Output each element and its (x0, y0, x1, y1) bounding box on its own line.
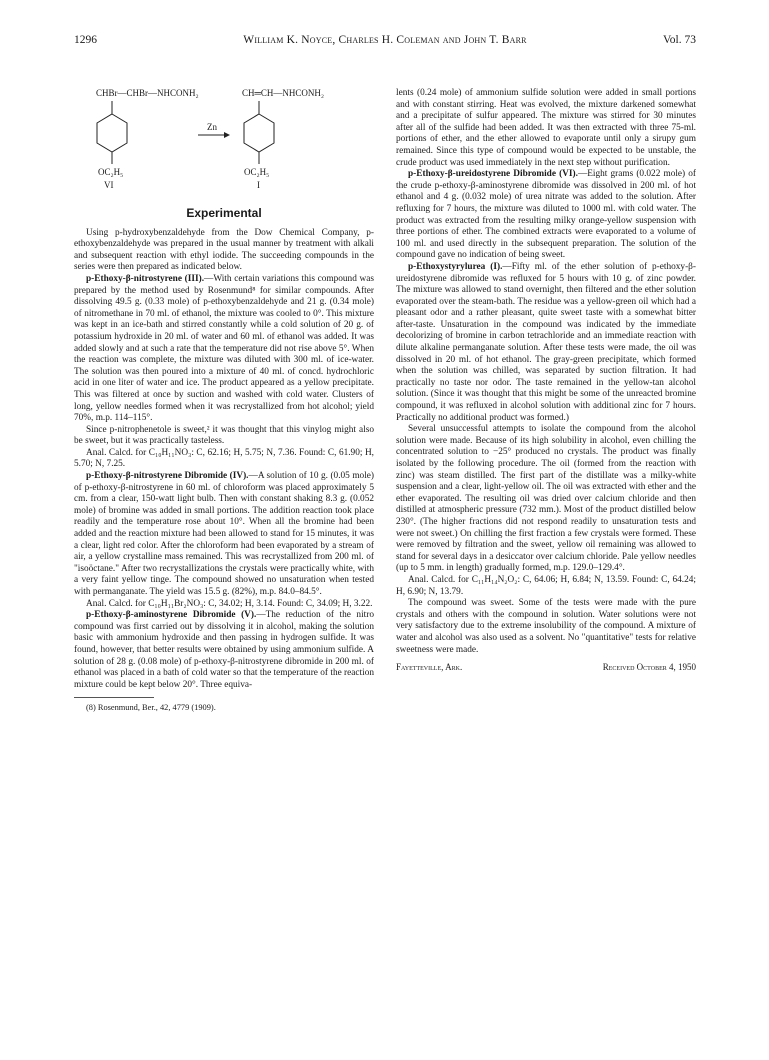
affiliation-city: Fayetteville, Ark. (396, 662, 463, 673)
right-substituent: OC₂H₅ (244, 167, 270, 177)
compound-label-vi: VI (104, 180, 114, 190)
analysis-paragraph: Anal. Calcd. for C₁₁H₁₄N₂O₂: C, 64.06; H, 6.84; N, 13.59. Found: C, 64.24; H, 6.90; N, 13.79. (396, 574, 696, 597)
compound-heading: p-Ethoxystyrylurea (I). (408, 261, 503, 272)
paragraph-text: —With certain variations this compound was prepared by the method used by Rosenmund⁸ for similar compounds. After dissolving 49.5 g. (0.33 mole) of p-ethoxybenzaldehyde and 21 g. (0.34 mole) of nitromethane in 70 ml. of ethanol, the mixture was cooled to 0°. This mixture was kept in an ice-bath and stirred constantly while a cold solution of 20 g. of potassium hydroxide in 20 ml. of water and 60 ml. of ethanol was added. It was added slowly and at such a rate that the temperature did not rise above 5°. When the reaction was complete, the mixture was diluted with 300 ml. of ice-water. The solution was then poured into a mixture of 40 ml. of concd. hydrochloric acid in one liter of water and ice. The product appeared as a yellow precipitate. This was filtered at once by suction and washed with cold water. Clusters of long, yellow needles formed when it was recrystallized from hot alcohol; yield 70%, m.p. 114–115°. (74, 273, 374, 424)
paragraph (396, 169, 696, 262)
reagent-label: Zn (207, 122, 217, 132)
analysis-paragraph: Anal. Calcd. for C₁₀H₁₁NO₃: C, 62.16; H, 5.75; N, 7.36. Found: C, 61.90; H, 5.70; N, 7.25. (74, 447, 374, 470)
analysis-paragraph: Anal. Calcd. for C₁₀H₁₁Br₂NO₃: C, 34.02; H, 3.14. Found: C, 34.09; H, 3.22. (86, 598, 373, 609)
left-column (74, 88, 374, 714)
structure-drawing (74, 88, 374, 200)
left-side-chain: CHBr—CHBr—NHCONH₂ (96, 88, 199, 98)
paragraph (74, 610, 374, 691)
compound-heading: p-Ethoxy-β-nitrostyrene (III). (86, 273, 205, 284)
signoff (396, 662, 696, 676)
compound-heading: p-Ethoxy-β-nitrostyrene Dibromide (IV). (86, 471, 249, 482)
left-substituent: OC₂H₅ (98, 167, 124, 177)
footnote: (8) Rosenmund, Ber., 42, 4779 (1909). (86, 703, 216, 713)
right-column (396, 88, 696, 676)
paragraph (74, 274, 374, 425)
right-side-chain: CH═CH—NHCONH₂ (242, 88, 325, 98)
section-heading: Experimental (186, 206, 262, 220)
paragraph-text: —Fifty ml. of the ether solution of p-ethoxy-β-ureidostyrene dibromide was refluxed for 5 hours with 10 g. of zinc powder. The mixture was allowed to stand overnight, then filtered and the ether solution evaporated over the steam-bath. The residue was a yellow-green oil which had a pleasant odor and a rather pleasant, quite sweet taste with a somewhat bitter after-taste. Unsaturation in the compound was indicated by the immediate decolorizing of bromine in carbon tetrachloride and an immediate reaction with dilute alkaline permanganate solution. After these tests were made, the oil was dissolved in 20 ml. of hot ethanol. The gray-green precipitate, which formed when the solution was chilled, was separated by suction filtration. It had practically no taste nor odor. The taste remained in the yellow-tan alcohol solution. (Since it was thought that this might be some of the unreacted bromine compound, it was refluxed in alcohol solution with additional zinc for 7 hours. Practically no additional product was formed.) (396, 261, 696, 423)
paragraph: The compound was sweet. Some of the tests were made with the pure crystals and others with the compound in solution. Water solutions were not very satisfactory due to the extreme insolubility of the compound. A mixture of water and alcohol was also used as a solvent. No "quantitative" tests for relative sweetness were made. (396, 598, 696, 655)
paragraph: lents (0.24 mole) of ammonium sulfide solution were added in small portions and with constant stirring. Heat was evolved, the mixture darkened somewhat and a precipitate of sulfur appeared. The mixture was stirred for 30 minutes after all of the sulfide had been added. It was then extracted with three 75-ml. portions of ether, and the ether allowed to evaporate until only a sirupy gum remained. Since this type of compound would be expected to be unstable, the crude product was used immediately in the next step without purification. (396, 88, 696, 168)
compound-heading: p-Ethoxy-β-aminostyrene Dibromide (V). (86, 610, 257, 621)
compound-label-i: I (257, 180, 260, 190)
paragraph: Several unsuccessful attempts to isolate the compound from the alcohol solution were made. Because of its high solubility in alcohol, even chilling the concentrated solution to −25° produced no crystals. The product was finally isolated by the following procedure. The oil (formed from the reaction with zinc) was steam distilled. The first part of the distillate was a milky-white suspension and a clear, light-yellow oil. The oil was extracted with ether and the ether evaporated. The resulting oil was dried over calcium chloride and then distilled at atmospheric pressure (732 mm.). Most of the product distilled below 230°. (The higher fractions did not respond readily to unsaturation tests and were not sweet.) On chilling the first fraction a few crystals were formed. These were removed by filtration and the sweet, yellow oil remaining was allowed to stand for several days in a desiccator over calcium chloride. Pale yellow needles (up to 5 mm. in length) gradually formed, m.p. 129.0–129.4°. (396, 424, 696, 574)
running-authors: William K. Noyce, Charles H. Coleman and John T. Barr (243, 34, 527, 46)
paragraph (396, 262, 696, 424)
paragraph-text: —Eight grams (0.022 mole) of the crude p-ethoxy-β-aminostyrene dibromide was dissolved in 200 ml. of hot ethanol and 4 g. (0.032 mole) of urea nitrate was added to the solution. After refluxing for 7 hours, the mixture was diluted to 1000 ml. with cold water. The product was extracted from the resulting milky orange-yellow suspension with three portions of ether. The combined extracts were evaporated to a volume of 100 ml. and used directly in the subsequent preparation. The solution of the compound gave no indication of being sweet. (396, 169, 696, 261)
page-number: 1296 (74, 34, 97, 46)
volume-label: Vol. 73 (662, 34, 696, 46)
paragraph: Using p-hydroxybenzaldehyde from the Dow Chemical Company, p-ethoxybenzaldehyde was prepared in the usual manner by treatment with alkali and subsequent reaction with ethyl iodide. The succeeding compounds in the series were then prepared as indicated below. (74, 227, 374, 273)
paragraph (74, 471, 374, 599)
received-date: Received October 4, 1950 (602, 662, 696, 673)
running-header (74, 34, 696, 50)
footnote-divider (74, 697, 154, 698)
paragraph-text: —The reduction of the nitro compound was first carried out by dissolving it in alcohol, making the solution basic with ammonium hydroxide and then passing in hydrogen sulfide. It was found, however, that better results were obtained by using ammonium sulfide. A solution of 28 g. (0.08 mole) of p-ethoxy-β-nitrostyrene dibromide in 200 ml. of ethanol was placed in a bath of cold water so that the temperature of the reaction mixture could be kept below 20°. Three equiva- (74, 610, 374, 690)
compound-heading: p-Ethoxy-β-ureidostyrene Dibromide (VI). (408, 169, 578, 180)
reaction-scheme (74, 88, 374, 200)
paragraph-text: —A solution of 10 g. (0.05 mole) of p-ethoxy-β-nitrostyrene in 60 ml. of chloroform was placed approximately 5 cm. from a clear, 150-watt light bulb. Then with constant shaking 8.3 g. (0.052 mole) of bromine was added in small portions. The addition reaction took place readily and the temperature rose about 10°. When all the bromine had been added and the reaction mixture had been allowed to stand for 15 minutes, it was a clear, light red color. After the chloroform had been evaporated by a stream of air, a yellow crystalline mass remained. This was recrystallized from 200 ml. of "isoöctane." After two recrystallizations the crystals were practically white, with a very faint yellow tinge. The compound showed no unsaturation when tested with permanganate. The yield was 15.5 g. (82%), m.p. 84.0–84.5°. (74, 471, 375, 597)
paragraph: Since p-nitrophenetole is sweet,² it was thought that this vinylog might also be sweet, but it was practically tasteless. (74, 424, 374, 447)
